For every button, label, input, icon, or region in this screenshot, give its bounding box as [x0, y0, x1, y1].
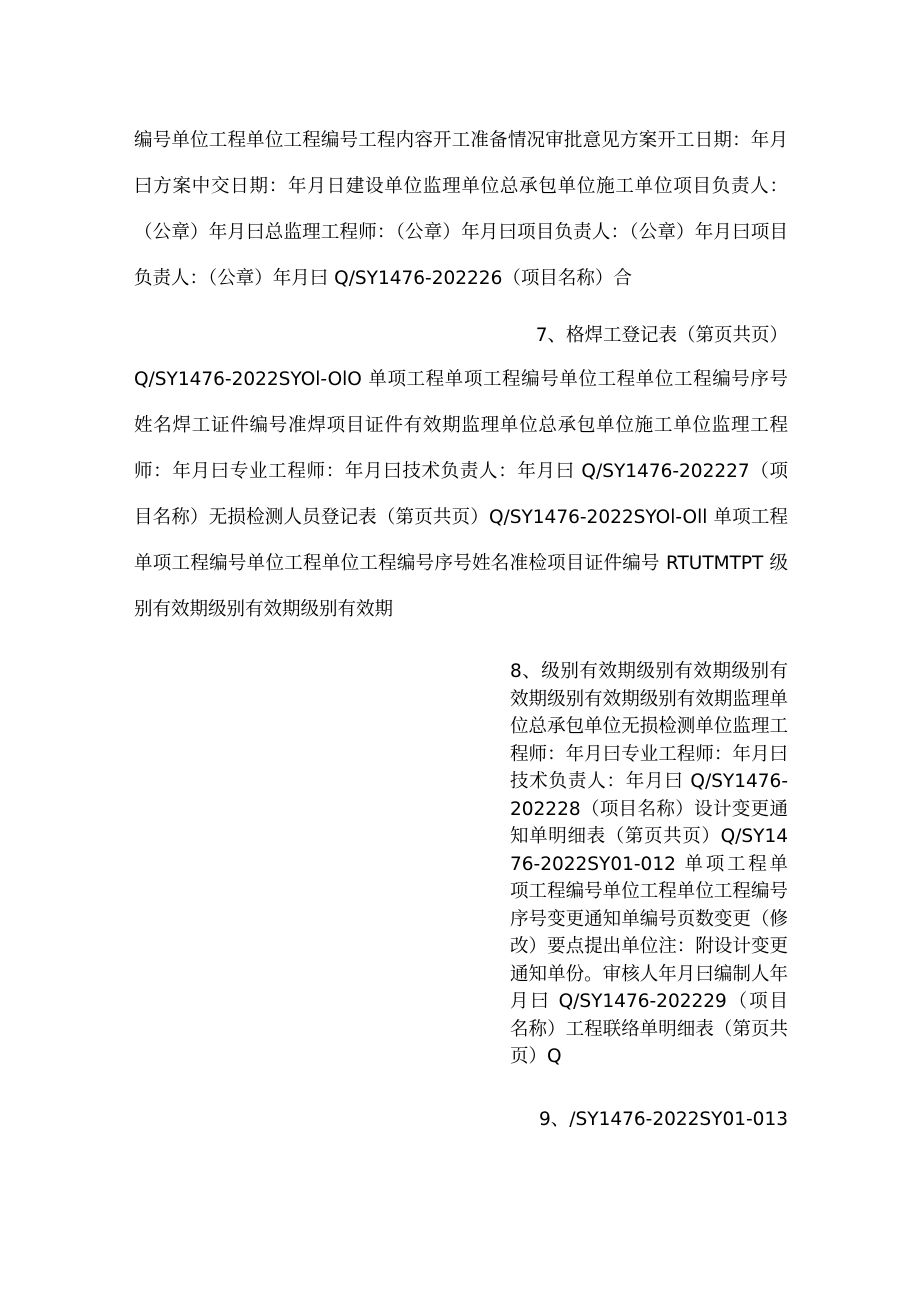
- section-heading-9: 9、/SY1476-2022SY01-013: [539, 1109, 788, 1130]
- section-heading-7: 7、格焊工登记表（第页共页）: [535, 325, 788, 346]
- paragraph-design-change-list: 8、级别有效期级别有效期级别有效期级别有效期级别有效期监理单位总承包单位无损检测单位监理工程师：年月曰专业工程师：年月曰技术负责人：年月曰 Q/SY1476-202228（项目名称）设计变更通知单明细表（第页共页）Q/SY1476-2022SY01-012 单项工程单项工程编号单位工程单位工程编号序号变更通知单编号页数变更（修改）要点提出单位注：附设计变更通知单份。审核人年月曰编制人年月曰 Q/SY1476-202229（项目名称）工程联络单明细表（第页共页）Q: [510, 661, 788, 1067]
- paragraph-welder-registry: Q/SY1476-2022SYOl-OlO 单项工程单项工程编号单位工程单位工程编号序号姓名焊工证件编号准焊项目证件有效期监理单位总承包单位施工单位监理工程师：年月曰专业工程师：年月曰技术负责人：年月曰 Q/SY1476-202227（项目名称）无损检测人员登记表（第页共页）Q/SY1476-2022SYOl-Oll 单项工程单项工程编号单位工程单位工程编号序号姓名准检项目证件编号 RTUTMTPT 级别有效期级别有效期级别有效期: [134, 369, 788, 620]
- paragraph-start-report: 编号单位工程单位工程编号工程内容开工准备情况审批意见方案开工日期：年月曰方案中交日期：年月日建设单位监理单位总承包单位施工单位项目负责人：（公章）年月曰总监理工程师：（公章）年月曰项目负责人：（公章）年月曰项目负责人：（公章）年月曰 Q/SY1476-202226（项目名称）合: [134, 130, 788, 289]
